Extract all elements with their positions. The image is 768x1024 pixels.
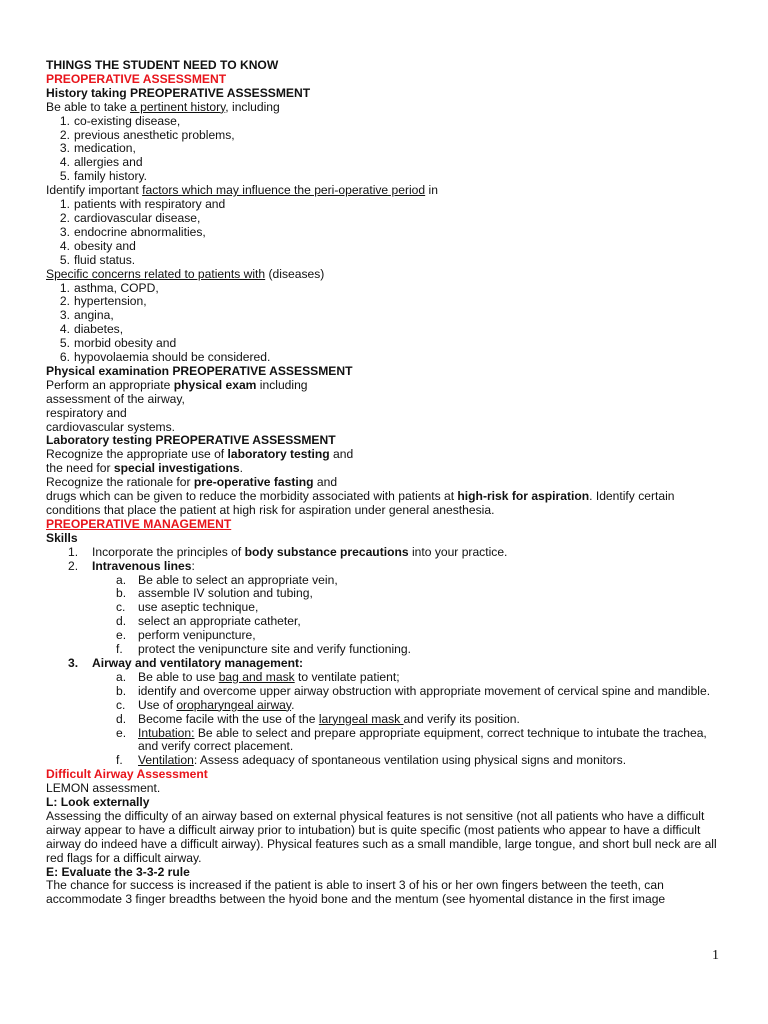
concerns-intro: Specific concerns related to patients with (diseases) [46, 266, 325, 281]
list-item: 3. angina, [59, 308, 114, 323]
physical-line: cardiovascular systems. [46, 419, 176, 434]
lab-line: the need for special investigations. [46, 461, 243, 476]
list-item: 1. asthma, COPD, [59, 280, 159, 295]
list-item: a. Be able to select an appropriate vein, [116, 572, 338, 587]
skills-heading: Skills [46, 530, 78, 545]
iv-list [46, 574, 726, 657]
history-list [46, 115, 726, 185]
lab-line: Recognize the rationale for pre-operative fasting and [46, 475, 338, 490]
list-item: 3. endocrine abnormalities, [59, 224, 206, 239]
document-title: THINGS THE STUDENT NEED TO KNOW [46, 58, 279, 72]
airway-list [46, 671, 726, 768]
list-item: f. Ventilation: Assess adequacy of spontaneous ventilation using physical signs and monitors. [116, 753, 627, 768]
document-page [46, 59, 726, 907]
list-item: 5. family history. [59, 169, 148, 184]
physical-intro: Perform an appropriate physical exam including [46, 377, 308, 392]
list-item: 4. allergies and [59, 155, 143, 170]
factors-intro: Identify important factors which may influence the peri-operative period in [46, 183, 438, 198]
list-item: 4. diabetes, [59, 322, 124, 337]
list-item: 2. cardiovascular disease, [59, 210, 201, 225]
lemon-line: LEMON assessment. [46, 781, 161, 796]
physical-heading: Physical examination PREOPERATIVE ASSESSMENT [46, 363, 353, 378]
physical-line: assessment of the airway, [46, 391, 185, 406]
list-item: e. Intubation: Be able to select and prepare appropriate equipment, correct technique to intubate the trachea, and verify correct placement. [116, 725, 707, 754]
evaluate-rule-paragraph: The chance for success is increased if the patient is able to insert 3 of his or her own fingers between the teeth, can accommodate 3 finger breadths between the hyoid bone and the mentum (see hyomental distance in the first image [46, 878, 666, 907]
lab-line: Recognize the appropriate use of laboratory testing and [46, 447, 354, 462]
look-externally-paragraph: Assessing the difficulty of an airway based on external physical features is not sensitive (not all patients who have a difficult airway appear to have a difficult airway prior to intubation) but is quite specific (most patients who appear to have a difficult airway do indeed have a difficult airway). Physical features such as a small mandible, large tongue, and short bull neck are all red flags for a difficult airway. [46, 808, 717, 865]
list-item: 5. fluid status. [59, 252, 136, 267]
section-heading-preoperative-assessment: PREOPERATIVE ASSESSMENT [46, 71, 227, 86]
list-item: 1. co-existing disease, [59, 113, 181, 128]
list-item: d. select an appropriate catheter, [116, 614, 301, 629]
skill-item: 1. Incorporate the principles of body substance precautions into your practice. [68, 544, 508, 559]
section-heading-preoperative-management: PREOPERATIVE MANAGEMENT [46, 516, 232, 531]
list-item: 5. morbid obesity and [59, 336, 177, 351]
section-heading-difficult-airway: Difficult Airway Assessment [46, 767, 208, 782]
history-heading: History taking PREOPERATIVE ASSESSMENT [46, 85, 311, 100]
list-item: a. Be able to use bag and mask to ventilate patient; [116, 669, 400, 684]
physical-line: respiratory and [46, 405, 127, 420]
list-item: b. identify and overcome upper airway obstruction with appropriate movement of cervical spine and mandible. [116, 683, 711, 698]
aspiration-paragraph: drugs which can be given to reduce the morbidity associated with patients at high-risk for aspiration. Identify certain conditions that place the patient at high risk for aspiration under general anesthesia. [46, 489, 675, 517]
skill-item: 3. Airway and ventilatory management: [68, 655, 304, 670]
list-item: f. protect the venipuncture site and verify functioning. [116, 642, 411, 657]
list-item: 4. obesity and [59, 238, 136, 253]
list-item: 6. hypovolaemia should be considered. [59, 350, 271, 365]
list-item: b. assemble IV solution and tubing, [116, 586, 313, 601]
list-item: 2. previous anesthetic problems, [59, 127, 235, 142]
list-item: 3. medication, [59, 141, 136, 156]
concerns-list [46, 282, 726, 365]
page-number: 1 [712, 948, 719, 963]
skill-item: 2. Intravenous lines: [68, 558, 195, 573]
list-item: e. perform venipuncture, [116, 628, 256, 643]
look-externally-heading: L: Look externally [46, 795, 150, 810]
list-item: c. use aseptic technique, [116, 600, 259, 615]
lab-heading: Laboratory testing PREOPERATIVE ASSESSMENT [46, 433, 336, 448]
evaluate-rule-heading: E: Evaluate the 3-3-2 rule [46, 864, 190, 879]
factors-list [46, 198, 726, 268]
list-item: 1. patients with respiratory and [59, 197, 226, 212]
list-item: c. Use of oropharyngeal airway. [116, 697, 295, 712]
list-item: 2. hypertension, [59, 294, 147, 309]
list-item: d. Become facile with the use of the laryngeal mask and verify its position. [116, 711, 520, 726]
history-intro: Be able to take a pertinent history, including [46, 99, 280, 114]
